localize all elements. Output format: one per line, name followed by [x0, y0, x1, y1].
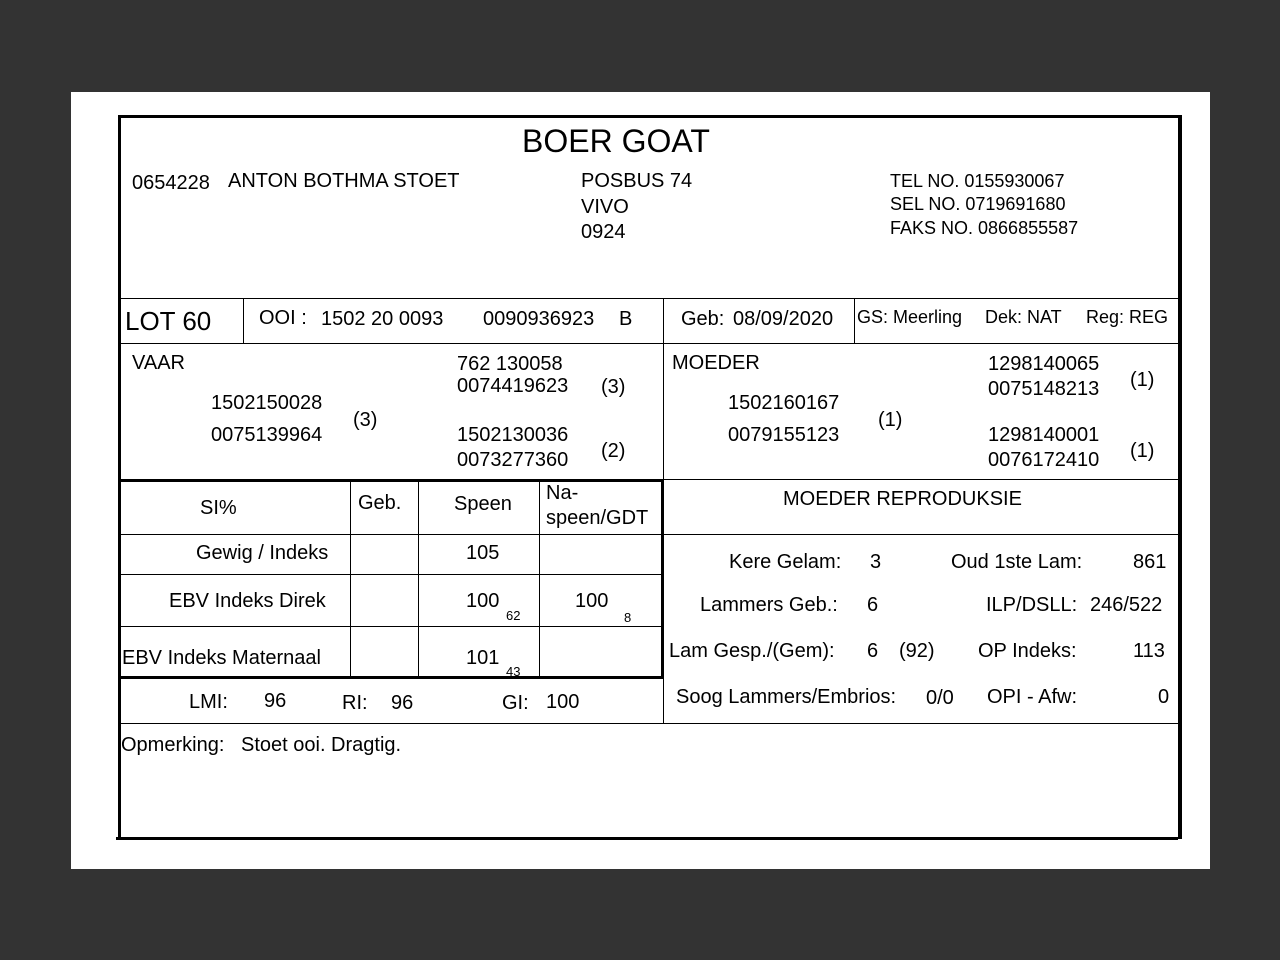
lmi-value: 96 — [264, 690, 287, 712]
gesp-label: Lam Gesp./(Gem): — [669, 640, 835, 662]
index-col-v4 — [661, 481, 664, 677]
divider-index-header — [118, 534, 1180, 535]
geb-date: 08/09/2020 — [733, 308, 834, 330]
row-direk-speen: 100 — [466, 590, 500, 612]
index-col-v2 — [418, 481, 419, 677]
vaar-id1: 1502150028 — [211, 392, 323, 414]
gs-value: GS: Meerling — [857, 307, 963, 327]
index-header-geb: Geb. — [358, 492, 402, 514]
moeder-id1: 1502160167 — [728, 392, 840, 414]
lammers-value: 6 — [867, 594, 879, 616]
ooi-number: 1502 20 0093 — [321, 308, 444, 330]
index-header-si: SI% — [200, 497, 237, 519]
remarks-text: Stoet ooi. Dragtig. — [241, 734, 402, 756]
address-line2: VIVO — [581, 196, 629, 218]
row-maternaal-speen-sub: 43 — [506, 664, 521, 679]
divider-pedigree — [118, 479, 664, 482]
sel-number: SEL NO. 0719691680 — [890, 194, 1066, 214]
kere-value: 3 — [870, 551, 882, 573]
gi-label: GI: — [502, 692, 529, 714]
divider-lot-v — [243, 298, 244, 344]
lot-number: LOT 60 — [125, 306, 212, 336]
breeder-name: ANTON BOTHMA STOET — [228, 170, 460, 192]
sale-card — [118, 115, 1182, 841]
soog-value: 0/0 — [926, 687, 954, 709]
row-maternaal-speen: 101 — [466, 647, 500, 669]
vaar-dam-id1: 1502130036 — [457, 424, 569, 446]
soog-label: Soog Lammers/Embrios: — [676, 686, 897, 708]
vaar-sire-id2: 0074419623 — [457, 375, 569, 397]
ri-value: 96 — [391, 692, 414, 714]
kere-label: Kere Gelam: — [729, 551, 842, 573]
vaar-label: VAAR — [132, 352, 185, 374]
ooi-label: OOI : — [259, 307, 307, 329]
reg-value: Reg: REG — [1086, 307, 1169, 327]
moeder-sire-count: (1) — [1130, 369, 1155, 391]
lammers-label: Lammers Geb.: — [700, 594, 838, 616]
row-direk-speen-sub: 62 — [506, 608, 521, 623]
op-value: 113 — [1133, 640, 1165, 662]
breeder-code: 0654228 — [132, 172, 210, 194]
moeder-id2: 0079155123 — [728, 424, 840, 446]
divider-geb-v — [854, 298, 855, 344]
row-gewig-label: Gewig / Indeks — [196, 542, 329, 564]
vaar-dam-count: (2) — [601, 440, 626, 462]
gesp-value: 6 — [867, 640, 879, 662]
moeder-dam-id1: 1298140001 — [988, 424, 1100, 446]
divider-pedigree-right — [664, 479, 1180, 480]
vaar-id2: 0075139964 — [211, 424, 323, 446]
oud-value: 861 — [1133, 551, 1167, 573]
border-bottom — [116, 837, 1178, 840]
row-direk-na: 100 — [575, 590, 609, 612]
divider-row3 — [118, 676, 664, 679]
vaar-sire-count: (3) — [601, 376, 626, 398]
lmi-label: LMI: — [189, 691, 228, 713]
divider-row1 — [118, 574, 664, 575]
ooi-class: B — [619, 308, 633, 330]
faks-number: FAKS NO. 0866855587 — [890, 218, 1079, 238]
oud-label: Oud 1ste Lam: — [951, 551, 1083, 573]
address-line3: 0924 — [581, 221, 626, 243]
moeder-sire-id2: 0075148213 — [988, 378, 1100, 400]
gesp-gem: (92) — [899, 640, 935, 662]
ilp-label: ILP/DSLL: — [986, 594, 1078, 616]
moeder-dam-id2: 0076172410 — [988, 449, 1100, 471]
divider-summary — [118, 723, 1180, 724]
index-col-v3 — [539, 481, 540, 677]
moeder-dam-count: (1) — [1130, 440, 1155, 462]
op-label: OP Indeks: — [978, 640, 1077, 662]
gi-value: 100 — [546, 691, 580, 713]
remarks-label: Opmerking: — [121, 734, 225, 756]
dek-value: Dek: NAT — [985, 307, 1062, 327]
ri-label: RI: — [342, 692, 368, 714]
repro-header: MOEDER REPRODUKSIE — [783, 488, 1022, 510]
vaar-count: (3) — [353, 409, 378, 431]
index-header-speen-gdt: speen/GDT — [546, 507, 649, 529]
index-header-na: Na- — [546, 482, 579, 504]
vaar-sire-id1: 762 130058 — [457, 353, 563, 375]
border-top — [118, 115, 1182, 118]
border-right — [1178, 115, 1182, 839]
ooi-id: 0090936923 — [483, 308, 595, 330]
card-title: BOER GOAT — [522, 123, 710, 159]
opi-label: OPI - Afw: — [987, 686, 1078, 708]
row-gewig-speen: 105 — [466, 542, 500, 564]
row-maternaal-label: EBV Indeks Maternaal — [122, 647, 321, 669]
index-header-speen: Speen — [454, 493, 512, 515]
ilp-value: 246/522 — [1090, 594, 1163, 616]
vaar-dam-id2: 0073277360 — [457, 449, 569, 471]
divider-row2 — [118, 626, 664, 627]
border-left — [118, 115, 121, 839]
geb-label: Geb: — [681, 308, 725, 330]
row-direk-na-sub: 8 — [624, 610, 632, 625]
index-col-v1 — [350, 481, 351, 677]
opi-value: 0 — [1158, 686, 1170, 708]
divider-header — [118, 298, 1180, 299]
divider-lot — [118, 343, 1180, 344]
address-line1: POSBUS 74 — [581, 170, 693, 192]
row-direk-label: EBV Indeks Direk — [169, 590, 326, 612]
moeder-label: MOEDER — [672, 352, 760, 374]
tel-number: TEL NO. 0155930067 — [890, 171, 1065, 191]
moeder-sire-id1: 1298140065 — [988, 353, 1100, 375]
moeder-count: (1) — [878, 409, 903, 431]
